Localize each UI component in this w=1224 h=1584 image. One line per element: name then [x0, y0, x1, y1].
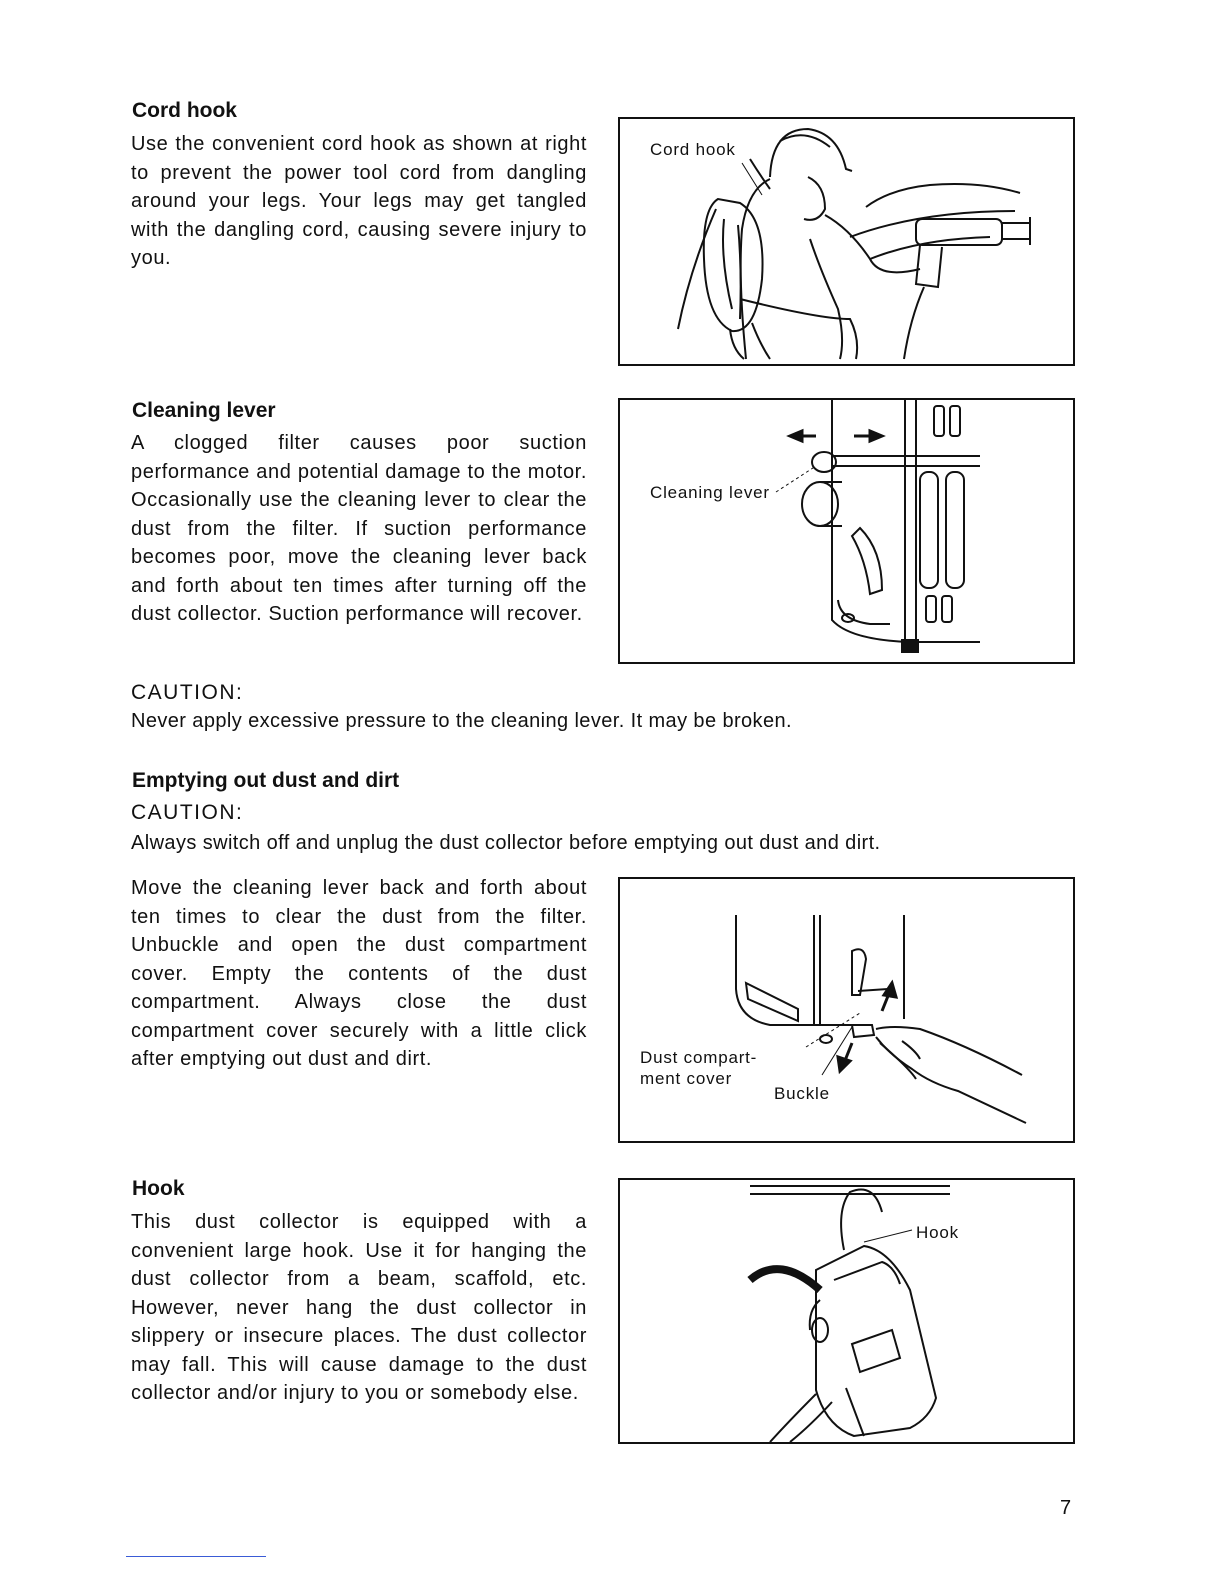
- figure-cord-hook: [618, 117, 1075, 366]
- hook-illustration: [620, 1180, 1073, 1442]
- label-hook: Hook: [916, 1223, 959, 1242]
- label-cleaning-lever: Cleaning lever: [650, 483, 770, 502]
- figure-hook: [618, 1178, 1075, 1444]
- label-dust-compartment-line1: Dust compart-: [640, 1048, 758, 1067]
- dust-compartment-illustration: [620, 879, 1073, 1141]
- caution-text-2: Always switch off and unplug the dust collector before emptying out dust and dirt.: [131, 832, 881, 854]
- figure-cleaning-lever: [618, 398, 1075, 664]
- heading-cleaning-lever: Cleaning lever: [132, 399, 276, 422]
- body-hook: This dust collector is equipped with a convenient large hook. Use it for hanging the dust collector from a beam, scaffold, etc. However, never hang the dust collector in slippery or insecure places. The dust collector may fall. This will cause damage to the dust collector and/or injury to you or somebody else.: [131, 1211, 587, 1404]
- caution-label-1: CAUTION:: [131, 681, 244, 704]
- label-buckle: Buckle: [774, 1084, 830, 1103]
- body-cleaning-lever: A clogged filter causes poor suction performance and potential damage to the motor. Occasionally use the cleaning lever to clear the dust from the filter. If suction performance becomes poor, move the cleaning lever back and forth about ten times after turning off the dust collector. Suction performance will recover.: [131, 432, 587, 625]
- caution-text-1: Never apply excessive pressure to the cleaning lever. It may be broken.: [131, 710, 792, 732]
- caution-label-2: CAUTION:: [131, 801, 244, 824]
- heading-cord-hook: Cord hook: [132, 99, 237, 122]
- page-number: 7: [1060, 1497, 1072, 1519]
- heading-hook: Hook: [132, 1177, 185, 1200]
- cleaning-lever-illustration: [620, 400, 1073, 662]
- body-emptying: Move the cleaning lever back and forth about ten times to clear the dust from the filter. Unbuckle and open the dust compartment cover. Empty the contents of the dust compartment. Always close the dust compartment cover securely with a little click after emptying out dust and dirt.: [131, 877, 587, 1070]
- figure-dust-compartment: [618, 877, 1075, 1143]
- heading-emptying: Emptying out dust and dirt: [132, 769, 400, 792]
- label-dust-compartment-line2: ment cover: [640, 1069, 733, 1088]
- label-cord-hook: Cord hook: [650, 140, 736, 159]
- body-cord-hook: Use the convenient cord hook as shown at right to prevent the power tool cord from dangling around your legs. Your legs may get tangled with the dangling cord, causing severe injury to you.: [131, 133, 587, 269]
- footer-rule: [126, 1556, 266, 1557]
